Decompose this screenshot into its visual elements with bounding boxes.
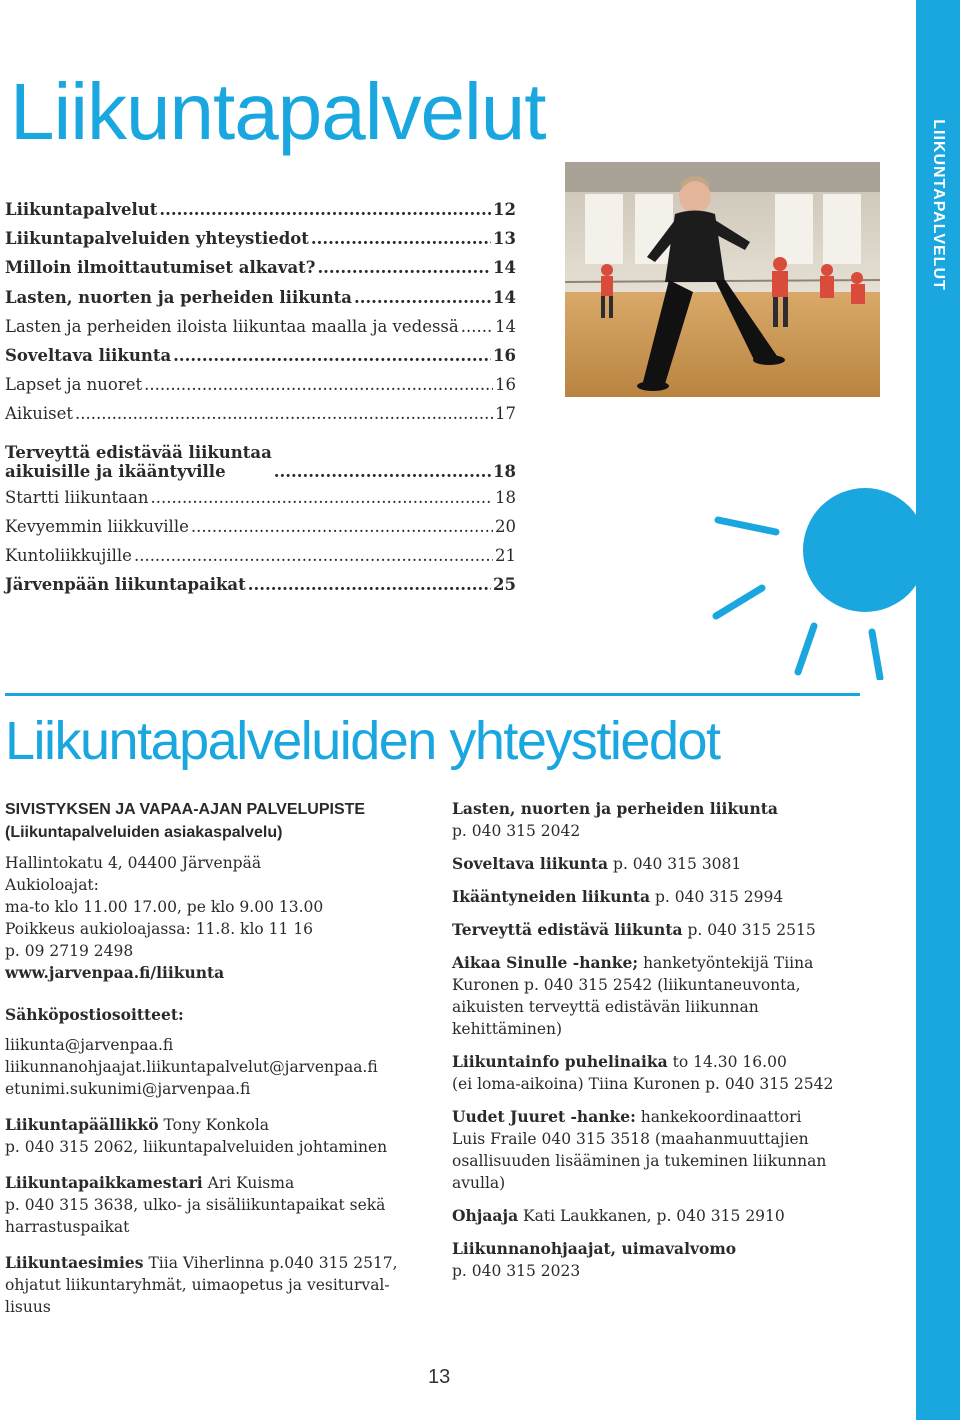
toc-entry[interactable] [5, 575, 520, 604]
toc-entry-page: 14 [495, 316, 516, 336]
contact-label: Terveyttä edistävä liikunta [452, 920, 683, 939]
contact-phone: p. 040 315 2994 [650, 888, 784, 906]
contact-label: Liikuntainfo puhelinaika [452, 1052, 668, 1071]
master-contact [5, 1172, 425, 1194]
section-divider [5, 693, 860, 696]
opening-hours: ma-to klo 11.00 17.00, pe klo 9.00 13.00 [5, 898, 324, 916]
opening-exception: Poikkeus aukioloajassa: 11.8. klo 11 16 [5, 920, 314, 938]
toc-entry[interactable] [5, 488, 520, 517]
toc-entry[interactable] [5, 258, 520, 287]
chief-info: p. 040 315 2062, liikuntapalveluiden johtaminen [5, 1138, 388, 1156]
hours-label: Aukioloajat: [5, 876, 99, 894]
supervisor-info: ohjatut liikuntaryhmät, uimaopetus ja vesiturval- [5, 1276, 390, 1294]
contact-entry [452, 853, 872, 875]
contact-phone: p. 040 315 2023 [452, 1262, 581, 1280]
phone: p. 09 2719 2498 [5, 942, 134, 960]
service-point-heading: SIVISTYKSEN JA VAPAA-AJAN PALVELUPISTE [5, 801, 366, 818]
toc-entry-page: 20 [495, 516, 516, 536]
contact-phone: p. 040 315 2042 [452, 822, 581, 840]
toc-entry-page: 18 [495, 487, 516, 507]
contact-text: osallisuuden lisääminen ja tukeminen liikunnan [452, 1152, 827, 1170]
contact-label: Lasten, nuorten ja perheiden liikunta [452, 799, 778, 818]
contact-phone: p. 040 315 2515 [682, 921, 816, 939]
contact-label: Liikunnanohjaajat, uimavalvomo [452, 1239, 737, 1258]
contact-text: avulla) [452, 1174, 506, 1192]
contact-label: Ohjaaja [452, 1206, 519, 1225]
toc-entry-page: 18 [493, 461, 516, 481]
toc-entry-label: Liikuntapalvelut [5, 200, 158, 219]
contact-entry [452, 798, 872, 842]
toc-entry-label: Kevyemmin liikkuville [5, 516, 189, 536]
master-name: Ari Kuisma [202, 1174, 295, 1192]
toc-entry[interactable] [5, 546, 520, 575]
toc-entry[interactable] [5, 317, 520, 346]
contacts-right-column [452, 798, 872, 1293]
page-title: Liikuntapalvelut [10, 67, 546, 156]
sun-graphic [690, 420, 916, 680]
toc-entry-label: Lasten, nuorten ja perheiden liikunta [5, 287, 352, 307]
toc-entry[interactable] [5, 200, 520, 229]
chief-role: Liikuntapäällikkö [5, 1115, 159, 1134]
contact-entry [452, 1205, 872, 1227]
master-info: p. 040 315 3638, ulko- ja sisäliikuntapaikat sekä [5, 1196, 386, 1214]
toc-entry-page: 14 [493, 258, 516, 278]
toc-entry-page: 21 [495, 545, 516, 565]
service-point-subheading: (Liikuntapalveluiden asiakaspalvelu) [5, 824, 283, 841]
toc-entry-label: Liikuntapalveluiden yhteystiedot [5, 229, 309, 249]
supervisor-contact [5, 1252, 425, 1274]
contact-text: Luis Fraile 040 315 3518 (maahanmuuttajien [452, 1130, 809, 1148]
contact-entry [452, 1106, 872, 1194]
toc-entry-label: Terveyttä edistävää liikuntaa [5, 442, 272, 462]
exercise-class-photo [565, 162, 880, 397]
address: Hallintokatu 4, 04400 Järvenpää [5, 854, 262, 872]
toc-entry-page: 17 [495, 404, 516, 424]
supervisor-role: Liikuntaesimies [5, 1253, 144, 1272]
email-link[interactable]: liikunta@jarvenpaa.fi [5, 1036, 174, 1054]
contact-text: kehittäminen) [452, 1020, 563, 1038]
contact-text: Kati Laukkanen, p. 040 315 2910 [518, 1207, 785, 1225]
toc-entry-page: 16 [493, 345, 516, 365]
toc-entry[interactable] [5, 375, 520, 404]
sidebar-label: LIIKUNTAPALVELUT [930, 119, 947, 291]
contact-entry [452, 1238, 872, 1282]
toc-entry-page: 16 [495, 375, 516, 395]
toc-entry[interactable] [5, 517, 520, 546]
chief-name: Tony Konkola [158, 1116, 270, 1134]
toc-entry-page: 25 [493, 575, 516, 595]
contact-text: (ei loma-aikoina) Tiina Kuronen p. 040 315 2542 [452, 1075, 834, 1093]
contact-label: Ikääntyneiden liikunta [452, 887, 651, 906]
email-link[interactable]: liikunnanohjaajat.liikuntapalvelut@jarvenpaa.fi [5, 1058, 378, 1076]
email-link[interactable]: etunimi.sukunimi@jarvenpaa.fi [5, 1080, 251, 1098]
contact-text: hankekoordinaattori [635, 1108, 802, 1126]
toc-entry-page: 14 [493, 287, 516, 307]
contact-label: Uudet Juuret -hanke: [452, 1107, 636, 1126]
contact-text: Kuronen p. 040 315 2542 (liikuntaneuvonta, [452, 976, 801, 994]
contact-text: hanketyöntekijä Tiina [638, 954, 814, 972]
toc-entry[interactable] [5, 346, 520, 375]
toc-entry-page: 12 [493, 200, 516, 219]
toc-entry-label: Lasten ja perheiden iloista liikuntaa maalla ja vedessä [5, 316, 459, 336]
toc-entry-label: Kuntoliikkujille [5, 545, 132, 565]
contact-entry [452, 1051, 872, 1095]
master-info: harrastuspaikat [5, 1218, 130, 1236]
website-link[interactable]: www.jarvenpaa.fi/liikunta [5, 963, 225, 982]
toc-entry[interactable] [5, 436, 520, 482]
master-role: Liikuntapaikkamestari [5, 1173, 203, 1192]
email-heading: Sähköpostiosoitteet: [5, 1005, 184, 1024]
page-number: 13 [428, 1366, 451, 1388]
toc-entry[interactable] [5, 288, 520, 317]
toc-entry-label: Aikuiset [5, 404, 73, 424]
contact-phone: p. 040 315 3081 [608, 855, 742, 873]
chief-contact [5, 1114, 425, 1136]
contacts-left-column [5, 798, 425, 1318]
toc-entry-page: 13 [493, 229, 516, 249]
sidebar-tab [916, 0, 960, 1420]
photo-illustration [565, 162, 880, 397]
supervisor-info: lisuus [5, 1298, 51, 1316]
toc-entry[interactable] [5, 404, 520, 433]
toc-entry-label: Startti liikuntaan [5, 487, 149, 507]
sun-icon [690, 420, 916, 680]
toc-entry-label: Lapset ja nuoret [5, 375, 143, 395]
toc-entry-label: Järvenpään liikuntapaikat [5, 575, 246, 595]
contact-entry [452, 886, 872, 908]
toc-entry[interactable] [5, 229, 520, 258]
toc-entry-label: aikuisille ja ikääntyville [5, 461, 226, 481]
supervisor-details: Tiia Viherlinna p.040 315 2517, [143, 1254, 398, 1272]
contact-text: to 14.30 16.00 [667, 1053, 787, 1071]
toc-entry-label: Milloin ilmoittautumiset alkavat? [5, 258, 316, 278]
contact-entry [452, 919, 872, 941]
contact-label: Aikaa Sinulle -hanke; [452, 953, 639, 972]
section-title: Liikuntapalveluiden yhteystiedot [5, 711, 720, 771]
toc-entry-label: Soveltava liikunta [5, 345, 172, 365]
contact-text: aikuisten terveyttä edistävän liikunnan [452, 998, 759, 1016]
table-of-contents [5, 200, 520, 604]
contact-entry [452, 952, 872, 1040]
contact-label: Soveltava liikunta [452, 854, 609, 873]
